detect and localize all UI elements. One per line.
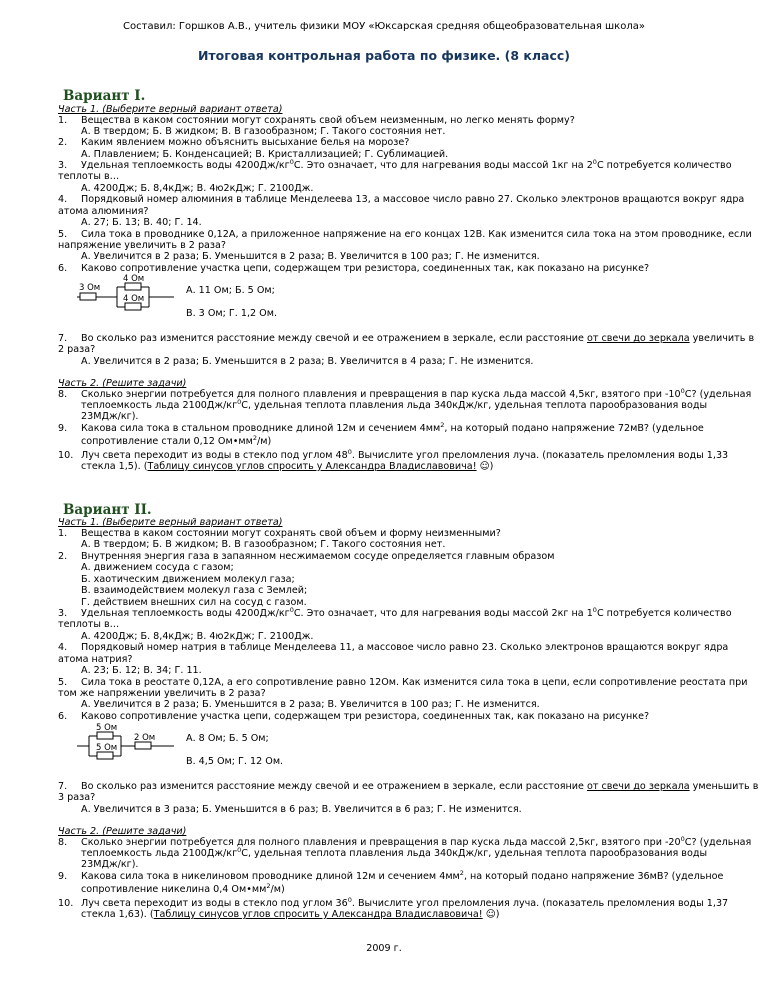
v1-question-6: Каково сопротивление участка цепи, содержащем три резистора, соединенных так, как показано на рисунке? (81, 263, 650, 274)
author-header: Составил: Горшков А.В., учитель физики МОУ «Юксарская средняя общеобразовательная школа» (123, 21, 645, 32)
v2-question-2-answer-a: А. движением сосуда с газом; (81, 562, 234, 573)
question-number: 2. (58, 137, 68, 148)
sine-table-note-link: Таблицу синусов углов спросить у Александра Владиславовича! (153, 909, 483, 920)
page-footer-year: 2009 г. (366, 943, 402, 954)
v1-question-7: Во сколько раз изменится расстояние между свечой и ее отражением в зеркале, если расстояние от свечи до зеркала увеличить в (81, 333, 755, 344)
variant-1-heading: Вариант I. (63, 88, 146, 104)
v1-circuit-diagram (77, 273, 177, 321)
question-number: 8. (58, 389, 68, 400)
v2-question-5: Сила тока в реостате 0,12А, а его сопротивление равно 12Ом. Как изменится сила тока в цепи, если сопротивление реостата при (81, 677, 748, 688)
v2-question-6-answers-1: А. 8 Ом; Б. 5 Ом; (186, 733, 269, 744)
question-number: 1. (58, 528, 68, 539)
v2-question-5-cont: том же напряжении увеличить в 2 раза? (58, 688, 266, 699)
question-number: 10. (58, 898, 74, 909)
v1-question-8-cont: теплоемкость льда $2100Дж/кг^0С$, удельная теплота плавления льда 340кДж/кг, удельная теплота парообразования воды (81, 397, 708, 411)
question-number: 8. (58, 837, 68, 848)
question-number: 5. (58, 677, 68, 688)
v1-question-4-cont: атома алюминия? (58, 206, 149, 217)
variant-2-part-1-heading: Часть 1. (Выберите верный вариант ответа) (58, 517, 283, 528)
v1-question-10-cont: стекла 1,5). (Таблицу синусов углов спросить у Александра Владиславовича! ☺) (81, 461, 494, 472)
variant-2-part-2-heading: Часть 2. (Решите задачи) (58, 826, 187, 837)
v2-question-9: Какова сила тока в никелиновом проводнике длиной 12м и сечением $4мм^2$, на который подано напряжение 36мВ? (удельное (81, 868, 724, 882)
v2-question-9-cont: сопротивление никелина 0,4 $Ом•мм^2/м$) (81, 881, 285, 895)
question-number: 6. (58, 263, 68, 274)
question-number: 7. (58, 781, 68, 792)
question-number: 2. (58, 551, 68, 562)
question-number: 6. (58, 711, 68, 722)
v1-question-6-answers-1: А. 11 Ом; Б. 5 Ом; (186, 285, 275, 296)
v2-circuit-diagram (77, 722, 177, 770)
v2-question-6-answers-2: В. 4,5 Ом; Г. 12 Ом. (186, 756, 284, 767)
v1-question-4: Порядковый номер алюминия в таблице Менделеева 13, а массовое число равно 27. Сколько электронов вращаются вокруг ядра (81, 194, 745, 205)
v1-question-9: Какова сила тока в стальном проводнике длиной 12м и сечением $4мм^2$, на который подано напряжение 72мВ? (удельное (81, 420, 704, 434)
question-number: 1. (58, 115, 68, 126)
v2-question-4-answers: А. 23; Б. 12; В. 34; Г. 11. (81, 665, 202, 676)
question-number: 3. (58, 608, 68, 619)
v2-question-3-cont: теплоты в… (58, 619, 120, 630)
v2-question-1: Вещества в каком состоянии могут сохранять свой объем и форму неизменными? (81, 528, 501, 539)
v1-question-9-cont: сопротивление стали 0,12 $Ом•мм^2/м$) (81, 433, 272, 447)
v2-question-2: Внутренняя энергия газа в запаянном несжимаемом сосуде определяется главным образом (81, 551, 555, 562)
v1-question-5-answers: А. Увеличится в 2 раза; Б. Уменьшится в 2 раза; В. Увеличится в 100 раз; Г. Не изменится. (81, 251, 540, 262)
variant-2-heading: Вариант II. (63, 502, 152, 518)
v2-question-2-answer-d: Г. действием внешних сил на сосуд с газом. (81, 597, 307, 608)
question-number: 4. (58, 194, 68, 205)
v2-question-4-cont: атома натрия? (58, 654, 133, 665)
sine-table-note-link: Таблицу синусов углов спросить у Александра Владиславовича! (147, 461, 477, 472)
v2-question-7: Во сколько раз изменится расстояние между свечой и ее отражением в зеркале, если расстояние от свечи до зеркала уменьшить в (81, 781, 759, 792)
page-title: Итоговая контрольная работа по физике. (8 класс) (197, 48, 571, 63)
v2-question-2-answer-c: В. взаимодействием молекул газа с Землей; (81, 585, 308, 596)
v1-resistor-top-label: 4 Ом (123, 274, 145, 284)
v2-question-10-cont: стекла 1,63). (Таблицу синусов углов спросить у Александра Владиславовича! ☺) (81, 909, 500, 920)
v1-question-8: Сколько энергии потребуется для полного плавления и превращения в пар куска льда массой 4,5кг, взятого при $-10^0С$? (удельная (81, 386, 752, 400)
v1-question-2-answers: А. Плавлением; Б. Конденсацией; В. Кристаллизацией; Г. Сублимацией. (81, 149, 449, 160)
v1-question-3-answers: А. 4200Дж; Б. 8,4кДж; В. 4ю2кДж; Г. 2100Дж. (81, 183, 314, 194)
v2-question-1-answers: А. В твердом; Б. В жидком; В. В газообразном; Г. Такого состояния нет. (81, 539, 446, 550)
v2-question-4: Порядковый номер натрия в таблице Менделеева 11, а массовое число равно 23. Сколько электронов вращаются вокруг ядра (81, 642, 729, 653)
v2-resistor-right-label: 2 Ом (134, 733, 156, 743)
v2-question-3: Удельная теплоемкость воды $4200Дж/кг^0С$. Это означает, что для нагревания воды массой 2кг на $1^0С$ потребуется количество (81, 605, 732, 619)
variant-1-part-2-heading: Часть 2. (Решите задачи) (58, 378, 187, 389)
v1-resistor-bottom-label: 4 Ом (123, 294, 145, 304)
question-number: 10. (58, 450, 74, 461)
v2-question-5-answers: А. Увеличится в 2 раза; Б. Уменьшится в 2 раза; В. Увеличится в 100 раз; Г. Не изменится. (81, 699, 540, 710)
v1-question-10: Луч света переходит из воды в стекло под углом $48^0$. Вычислите угол преломления луча. (показатель преломления воды 1,33 (81, 447, 729, 461)
v1-question-5: Сила тока в проводнике 0,12А, а приложенное напряжение на его концах 12В. Как изменится сила тока на этом проводнике, если (81, 229, 752, 240)
v2-question-2-answer-b: Б. хаотическим движением молекул газа; (81, 574, 295, 585)
v1-question-6-answers-2: В. 3 Ом; Г. 1,2 Ом. (186, 308, 278, 319)
v1-question-3: Удельная теплоемкость воды $4200Дж/кг^0С$. Это означает, что для нагревания воды массой 1кг на $2^0С$ потребуется количество (81, 157, 732, 171)
v1-question-3-cont: теплоты в… (58, 171, 120, 182)
v2-question-8: Сколько энергии потребуется для полного плавления и превращения в пар куска льда массой 2,5кг, взятого при $-20^0С$? (удельная (81, 834, 752, 848)
v2-question-8-cont-2: 23МДж/кг). (81, 859, 139, 870)
v2-question-8-cont: теплоемкость льда $2100Дж/кг^0С$, удельная теплота плавления льда 340кДж/кг, удельная теплота парообразования воды (81, 845, 708, 859)
v2-question-10: Луч света переходит из воды в стекло под углом $36^0$. Вычислите угол преломления луча. (показатель преломления воды 1,37 (81, 895, 729, 909)
v1-question-7-cont: 2 раза? (58, 344, 96, 355)
v2-question-6: Каково сопротивление участка цепи, содержащем три резистора, соединенных так, как показано на рисунке? (81, 711, 650, 722)
v2-question-3-answers: А. 4200Дж; Б. 8,4кДж; В. 4ю2кДж; Г. 2100Дж. (81, 631, 314, 642)
v2-resistor-top-label: 5 Ом (96, 723, 118, 733)
v2-question-7-answers: А. Увеличится в 3 раза; Б. Уменьшится в 6 раз; В. Увеличится в 6 раз; Г. Не изменится. (81, 804, 522, 815)
question-number: 4. (58, 642, 68, 653)
question-number: 7. (58, 333, 68, 344)
v1-question-2: Каким явлением можно объяснить высыхание белья на морозе? (81, 137, 410, 148)
question-number: 9. (58, 423, 68, 434)
v2-resistor-bottom-label: 5 Ом (96, 743, 118, 753)
question-number: 5. (58, 229, 68, 240)
v1-resistor-left-label: 3 Ом (79, 283, 101, 293)
question-number: 9. (58, 871, 68, 882)
v1-question-8-cont-2: 23МДж/кг). (81, 411, 139, 422)
v1-question-5-cont: напряжение увеличить в 2 раза? (58, 240, 226, 251)
v1-question-1-answers: А. В твердом; Б. В жидком; В. В газообразном; Г. Такого состояния нет. (81, 126, 446, 137)
v2-question-7-cont: 3 раза? (58, 792, 96, 803)
variant-1-part-1-heading: Часть 1. (Выберите верный вариант ответа) (58, 104, 283, 115)
v1-question-7-answers: А. Увеличится в 2 раза; Б. Уменьшится в 2 раза; В. Увеличится в 4 раза; Г. Не изменится. (81, 356, 534, 367)
v1-question-1: Вещества в каком состоянии могут сохранять свой объем неизменным, но легко менять форму? (81, 115, 575, 126)
question-number: 3. (58, 160, 68, 171)
v1-question-4-answers: А. 27; Б. 13; В. 40; Г. 14. (81, 217, 202, 228)
